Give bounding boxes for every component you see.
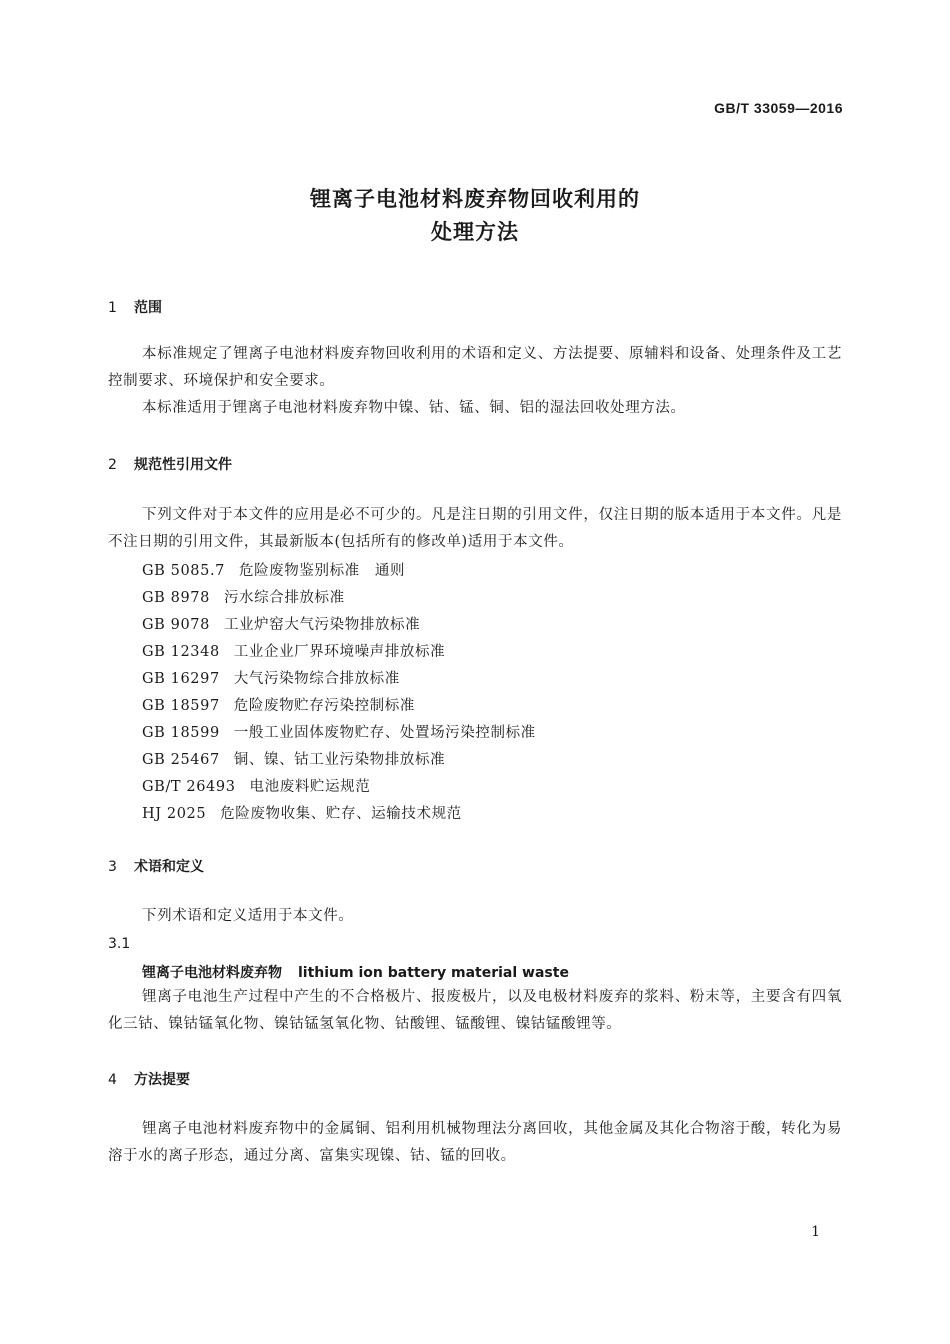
section-title: 范围: [134, 300, 162, 316]
reference-title: 工业企业厂界环境噪声排放标准: [233, 644, 446, 660]
reference-title: 危险废物贮存污染控制标准: [233, 698, 415, 714]
method-summary-paragraph: 锂离子电池材料废弃物中的金属铜、铝利用机械物理法分离回收，其他金属及其化合物溶于酸，转化为易溶于水的离子形态，通过分离、富集实现镍、钴、锰的回收。: [108, 1121, 842, 1164]
standard-code: GB/T 33059—2016: [714, 100, 843, 116]
term-number: 3.1: [108, 936, 131, 952]
section-title: 规范性引用文件: [134, 457, 232, 473]
references-intro: 下列文件对于本文件的应用是必不可少的。凡是注日期的引用文件，仅注日期的版本适用于本文件。凡是不注日期的引用文件，其最新版本(包括所有的修改单)适用于本文件。: [108, 507, 842, 550]
reference-item: [142, 586, 345, 607]
terms-intro: 下列术语和定义适用于本文件。: [142, 908, 354, 924]
section-title: 方法提要: [134, 1072, 190, 1088]
reference-title: 大气污染物综合排放标准: [233, 671, 400, 687]
reference-item: [142, 775, 370, 796]
reference-title: 危险废物鉴别标准 通则: [238, 563, 406, 579]
section-number: 2: [108, 457, 117, 473]
reference-title: 工业炉窑大气污染物排放标准: [223, 617, 421, 633]
reference-title: 危险废物收集、贮存、运输技术规范: [220, 806, 462, 822]
term-english: lithium ion battery material waste: [298, 965, 569, 981]
section-number: 3: [108, 859, 117, 875]
reference-item: [142, 802, 462, 823]
scope-paragraph-2: 本标准适用于锂离子电池材料废弃物中镍、钴、锰、铜、铝的湿法回收处理方法。: [142, 400, 686, 416]
term-definition: 锂离子电池生产过程中产生的不合格极片、报废极片，以及电极材料废弃的浆料、粉末等，主要含有四氧化三钴、镍钴锰氧化物、镍钴锰氢氧化物、钴酸锂、锰酸锂、镍钴锰酸锂等。: [108, 989, 842, 1032]
reference-code: GB 25467: [142, 752, 220, 768]
reference-title: 电池废料贮运规范: [249, 779, 371, 795]
reference-item: [142, 667, 400, 688]
reference-title: 污水综合排放标准: [223, 590, 345, 606]
section-number: 1: [108, 300, 117, 316]
section-1-heading: [108, 297, 162, 317]
term-chinese: 锂离子电池材料废弃物: [142, 965, 282, 981]
reference-title: 一般工业固体废物贮存、处置场污染控制标准: [233, 725, 536, 741]
reference-title: 铜、镍、钴工业污染物排放标准: [233, 752, 446, 768]
reference-item: [142, 748, 445, 769]
section-4-heading: [108, 1069, 190, 1089]
section-number: 4: [108, 1072, 117, 1088]
reference-code: HJ 2025: [142, 806, 207, 822]
reference-code: GB/T 26493: [142, 779, 236, 795]
scope-paragraph-1: 本标准规定了锂离子电池材料废弃物回收利用的术语和定义、方法提要、原辅料和设备、处理条件及工艺控制要求、环境保护和安全要求。: [108, 346, 842, 389]
reference-item: [142, 694, 415, 715]
section-title: 术语和定义: [134, 859, 204, 875]
reference-item: [142, 559, 405, 580]
reference-code: GB 16297: [142, 671, 220, 687]
reference-code: GB 5085.7: [142, 563, 225, 579]
section-2-heading: [108, 454, 232, 474]
reference-code: GB 8978: [142, 590, 210, 606]
reference-code: GB 12348: [142, 644, 220, 660]
reference-item: [142, 640, 445, 661]
reference-item: [142, 721, 536, 742]
document-title-line1: 锂离子电池材料废弃物回收利用的: [310, 187, 640, 211]
document-title-line2: 处理方法: [431, 220, 519, 244]
reference-code: GB 18599: [142, 725, 220, 741]
term-entry: [142, 962, 569, 982]
reference-code: GB 18597: [142, 698, 220, 714]
reference-item: [142, 613, 420, 634]
page-number: 1: [811, 1224, 820, 1240]
section-3-heading: [108, 856, 204, 876]
reference-code: GB 9078: [142, 617, 210, 633]
